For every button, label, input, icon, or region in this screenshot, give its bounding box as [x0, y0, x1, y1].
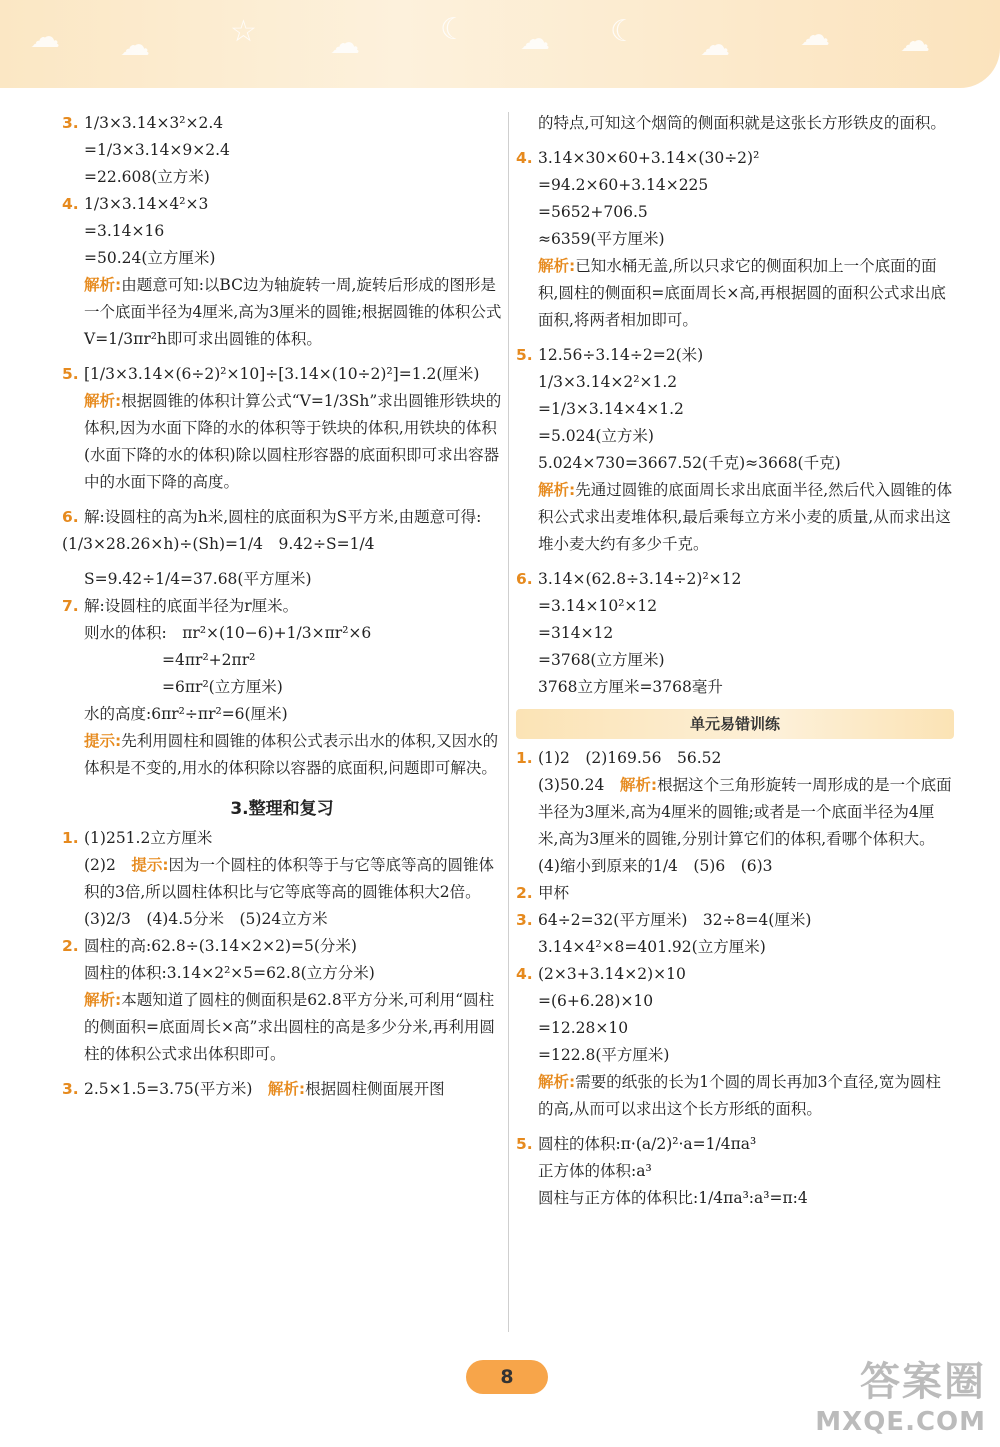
column-divider	[508, 112, 509, 1332]
line-text: 圆柱的体积:π·(a/2)²·a=1/4πa³	[538, 1135, 757, 1153]
line-text: =4πr²+2πr²	[162, 651, 256, 669]
answer-line	[516, 423, 954, 450]
answer-line	[516, 477, 954, 558]
answer-line	[62, 701, 502, 728]
problem-line	[516, 566, 954, 593]
answer-line	[516, 934, 954, 961]
answer-line	[516, 226, 954, 253]
line-text: 由题意可知:以BC边为轴旋转一周,旋转后形成的图形是一个底面半径为4厘米,高为3厘米的圆锥;根据圆锥的体积公式V=1/3πr²h即可求出圆锥的体积。	[84, 276, 502, 348]
line-text: 根据这个三角形旋转一周形成的是一个底面半径为3厘米,高为4厘米的圆锥;或者是一个底面半径为4厘米,高为3厘米的圆锥,分别计算它们的体积,看哪个体积大。	[538, 776, 952, 848]
line-text: 1/3×3.14×3²×2.4	[84, 114, 224, 132]
note-label: 解析:	[84, 991, 122, 1009]
line-text: 3768立方厘米=3768毫升	[538, 678, 723, 696]
answer-line	[516, 450, 954, 477]
answer-line	[516, 396, 954, 423]
answer-line	[516, 110, 954, 137]
answer-line	[62, 906, 502, 933]
problem-line	[516, 961, 954, 988]
note-label: 解析:	[84, 276, 122, 294]
answer-line	[516, 1069, 954, 1123]
watermark-url: MXQE.COM	[815, 1407, 986, 1437]
answer-line	[516, 1015, 954, 1042]
left-column	[62, 110, 502, 1103]
problem-line	[516, 745, 954, 772]
answer-line	[62, 566, 502, 593]
answer-line	[516, 988, 954, 1015]
line-text: 3.14×30×60+3.14×(30÷2)²	[538, 149, 760, 167]
line-text: 水的高度:6πr²÷πr²=6(厘米)	[84, 705, 288, 723]
answer-line	[62, 388, 502, 496]
cloud-icon: ☁	[700, 28, 730, 63]
line-text: 解:设圆柱的高为h米,圆柱的底面积为S平方米,由题意可得:(1/3×28.26×h)÷(Sh)=1/4 9.42÷S=1/4	[62, 508, 482, 553]
line-text: 解:设圆柱的底面半径为r厘米。	[84, 597, 299, 615]
answer-line	[516, 253, 954, 334]
watermark	[815, 1350, 986, 1437]
section-banner: 单元易错训练	[516, 709, 954, 739]
answer-line	[516, 674, 954, 701]
problem-line	[516, 342, 954, 369]
answer-line	[516, 853, 954, 880]
problem-number: 5.	[516, 346, 533, 364]
line-text: =1/3×3.14×9×2.4	[84, 141, 230, 159]
line-text: 本题知道了圆柱的侧面积是62.8平方分米,可利用“圆柱的侧面积=底面周长×高”求出圆柱的高是多少分米,再利用圆柱的体积公式求出体积即可。	[84, 991, 495, 1063]
line-text: 根据圆锥的体积计算公式“V=1/3Sh”求出圆锥形铁块的体积,因为水面下降的水的体积等于铁块的体积,用铁块的体积(水面下降的水的体积)除以圆柱形容器的底面积即可求出容器中的水面下降的高度。	[84, 392, 502, 491]
moon-icon: ☾	[610, 14, 637, 49]
answer-line	[62, 620, 502, 647]
line-text: 圆柱与正方体的体积比:1/4πa³:a³=π:4	[538, 1189, 808, 1207]
moon-icon: ☾	[440, 12, 467, 47]
line-text: 圆柱的高:62.8÷(3.14×2×2)=5(分米)	[84, 937, 357, 955]
problem-number: 3.	[62, 1080, 79, 1098]
watermark-logo-text: 答案圈	[860, 1359, 986, 1405]
problem-line	[62, 825, 502, 852]
problem-line	[62, 593, 502, 620]
line-text: ≈6359(平方厘米)	[538, 230, 665, 248]
line-text: =22.608(立方米)	[84, 168, 210, 186]
line-text: 需要的纸张的长为1个圆的周长再加3个直径,宽为圆柱的高,从而可以求出这个长方形纸的面积。	[538, 1073, 941, 1118]
line-text: 因为一个圆柱的体积等于与它等底等高的圆锥体积的3倍,所以圆柱体积比与它等底等高的圆锥体积大2倍。	[84, 856, 495, 901]
line-text: =50.24(立方厘米)	[84, 249, 216, 267]
star-icon: ☆	[230, 14, 257, 49]
answer-line	[62, 987, 502, 1068]
line-text: (3)2/3 (4)4.5分米 (5)24立方米	[84, 910, 328, 928]
answer-line	[62, 960, 502, 987]
problem-line	[62, 1076, 502, 1103]
problem-number: 1.	[516, 749, 533, 767]
cloud-icon: ☁	[900, 24, 930, 59]
problem-number: 2.	[516, 884, 533, 902]
answer-line	[516, 1185, 954, 1212]
problem-line	[62, 933, 502, 960]
right-column	[516, 110, 954, 1212]
problem-line	[62, 361, 502, 388]
problem-number: 5.	[62, 365, 79, 383]
cloud-icon: ☁	[800, 18, 830, 53]
answer-line	[516, 1158, 954, 1185]
answer-line	[62, 728, 502, 782]
note-label: 提示:	[131, 856, 169, 874]
problem-line	[62, 110, 502, 137]
problem-line	[516, 145, 954, 172]
header-banner	[0, 0, 1000, 88]
note-label: 解析:	[538, 481, 576, 499]
line-text: =5652+706.5	[538, 203, 648, 221]
cloud-icon: ☁	[330, 26, 360, 61]
line-text: =122.8(平方厘米)	[538, 1046, 670, 1064]
line-text: (3)50.24	[538, 776, 605, 794]
line-text: 1/3×3.14×2²×1.2	[538, 373, 678, 391]
answer-line	[62, 272, 502, 353]
line-text: (1)251.2立方厘米	[84, 829, 213, 847]
problem-line	[516, 880, 954, 907]
problem-number: 4.	[516, 965, 533, 983]
line-text: 圆柱的体积:3.14×2²×5=62.8(立方分米)	[84, 964, 375, 982]
line-text: 1/3×3.14×4²×3	[84, 195, 209, 213]
cloud-icon: ☁	[120, 28, 150, 63]
problem-number: 3.	[62, 114, 79, 132]
problem-number: 7.	[62, 597, 79, 615]
problem-number: 3.	[516, 911, 533, 929]
problem-number: 6.	[62, 508, 79, 526]
line-text: 64÷2=32(平方厘米) 32÷8=4(厘米)	[538, 911, 812, 929]
line-text: (2)2	[84, 856, 116, 874]
answer-line	[62, 674, 502, 701]
answer-line	[516, 1042, 954, 1069]
line-text: 5.024×730=3667.52(千克)≈3668(千克)	[538, 454, 841, 472]
line-text: 3.14×4²×8=401.92(立方厘米)	[538, 938, 766, 956]
answer-line	[516, 593, 954, 620]
cloud-icon: ☁	[30, 20, 60, 55]
note-label: 解析:	[267, 1080, 306, 1098]
line-text: 12.56÷3.14÷2=2(米)	[538, 346, 704, 364]
problem-line	[62, 504, 502, 558]
answer-line	[62, 852, 502, 906]
line-text: 甲杯	[538, 884, 570, 902]
line-text: (1)2 (2)169.56 56.52	[538, 749, 722, 767]
cloud-icon: ☁	[520, 22, 550, 57]
answer-line	[62, 164, 502, 191]
note-label: 解析:	[619, 776, 658, 794]
answer-line	[516, 772, 954, 853]
line-text: (4)缩小到原来的1/4 (5)6 (6)3	[538, 857, 773, 875]
answer-line	[62, 218, 502, 245]
answer-line	[62, 137, 502, 164]
line-text: =1/3×3.14×4×1.2	[538, 400, 684, 418]
note-label: 解析:	[84, 392, 122, 410]
problem-number: 5.	[516, 1135, 533, 1153]
note-label: 解析:	[538, 1073, 576, 1091]
problem-line	[62, 191, 502, 218]
line-text: 先利用圆柱和圆锥的体积公式表示出水的体积,又因水的体积是不变的,用水的体积除以容器的底面积,问题即可解决。	[84, 732, 499, 777]
line-text: =12.28×10	[538, 1019, 629, 1037]
line-text: =94.2×60+3.14×225	[538, 176, 709, 194]
line-text: 根据圆柱侧面展开图	[305, 1080, 445, 1098]
answer-line	[516, 199, 954, 226]
line-text: S=9.42÷1/4=37.68(平方厘米)	[84, 570, 312, 588]
line-text: =3.14×10²×12	[538, 597, 658, 615]
problem-line	[516, 907, 954, 934]
line-text: =5.024(立方米)	[538, 427, 654, 445]
line-text: [1/3×3.14×(6÷2)²×10]÷[3.14×(10÷2)²]=1.2(厘米)	[84, 365, 480, 383]
line-text: 2.5×1.5=3.75(平方米)	[84, 1080, 253, 1098]
problem-number: 2.	[62, 937, 79, 955]
answer-line	[62, 647, 502, 674]
problem-line	[516, 1131, 954, 1158]
line-text: 则水的体积: πr²×(10−6)+1/3×πr²×6	[84, 624, 372, 642]
page-number: 8	[466, 1360, 548, 1394]
answer-line	[516, 172, 954, 199]
answer-line	[516, 620, 954, 647]
problem-number: 6.	[516, 570, 533, 588]
line-text: 已知水桶无盖,所以只求它的侧面积加上一个底面的面积,圆柱的侧面积=底面周长×高,再根据圆的面积公式求出底面积,将两者相加即可。	[538, 257, 946, 329]
line-text: =3.14×16	[84, 222, 165, 240]
note-label: 解析:	[538, 257, 576, 275]
line-text: =3768(立方厘米)	[538, 651, 665, 669]
problem-number: 1.	[62, 829, 79, 847]
line-text: (2×3+3.14×2)×10	[538, 965, 686, 983]
line-text: 的特点,可知这个烟筒的侧面积就是这张长方形铁皮的面积。	[538, 114, 946, 132]
answer-line	[516, 369, 954, 396]
line-text: 先通过圆锥的底面周长求出底面半径,然后代入圆锥的体积公式求出麦堆体积,最后乘每立方米小麦的质量,从而求出这堆小麦大约有多少千克。	[538, 481, 953, 553]
answer-line	[62, 245, 502, 272]
line-text: =314×12	[538, 624, 614, 642]
answer-line	[516, 647, 954, 674]
line-text: =(6+6.28)×10	[538, 992, 654, 1010]
problem-number: 4.	[516, 149, 533, 167]
note-label: 提示:	[84, 732, 122, 750]
section-title: 3.整理和复习	[230, 799, 334, 819]
line-text: 3.14×(62.8÷3.14÷2)²×12	[538, 570, 742, 588]
line-text: 正方体的体积:a³	[538, 1162, 652, 1180]
problem-number: 4.	[62, 195, 79, 213]
line-text: =6πr²(立方厘米)	[162, 678, 283, 696]
